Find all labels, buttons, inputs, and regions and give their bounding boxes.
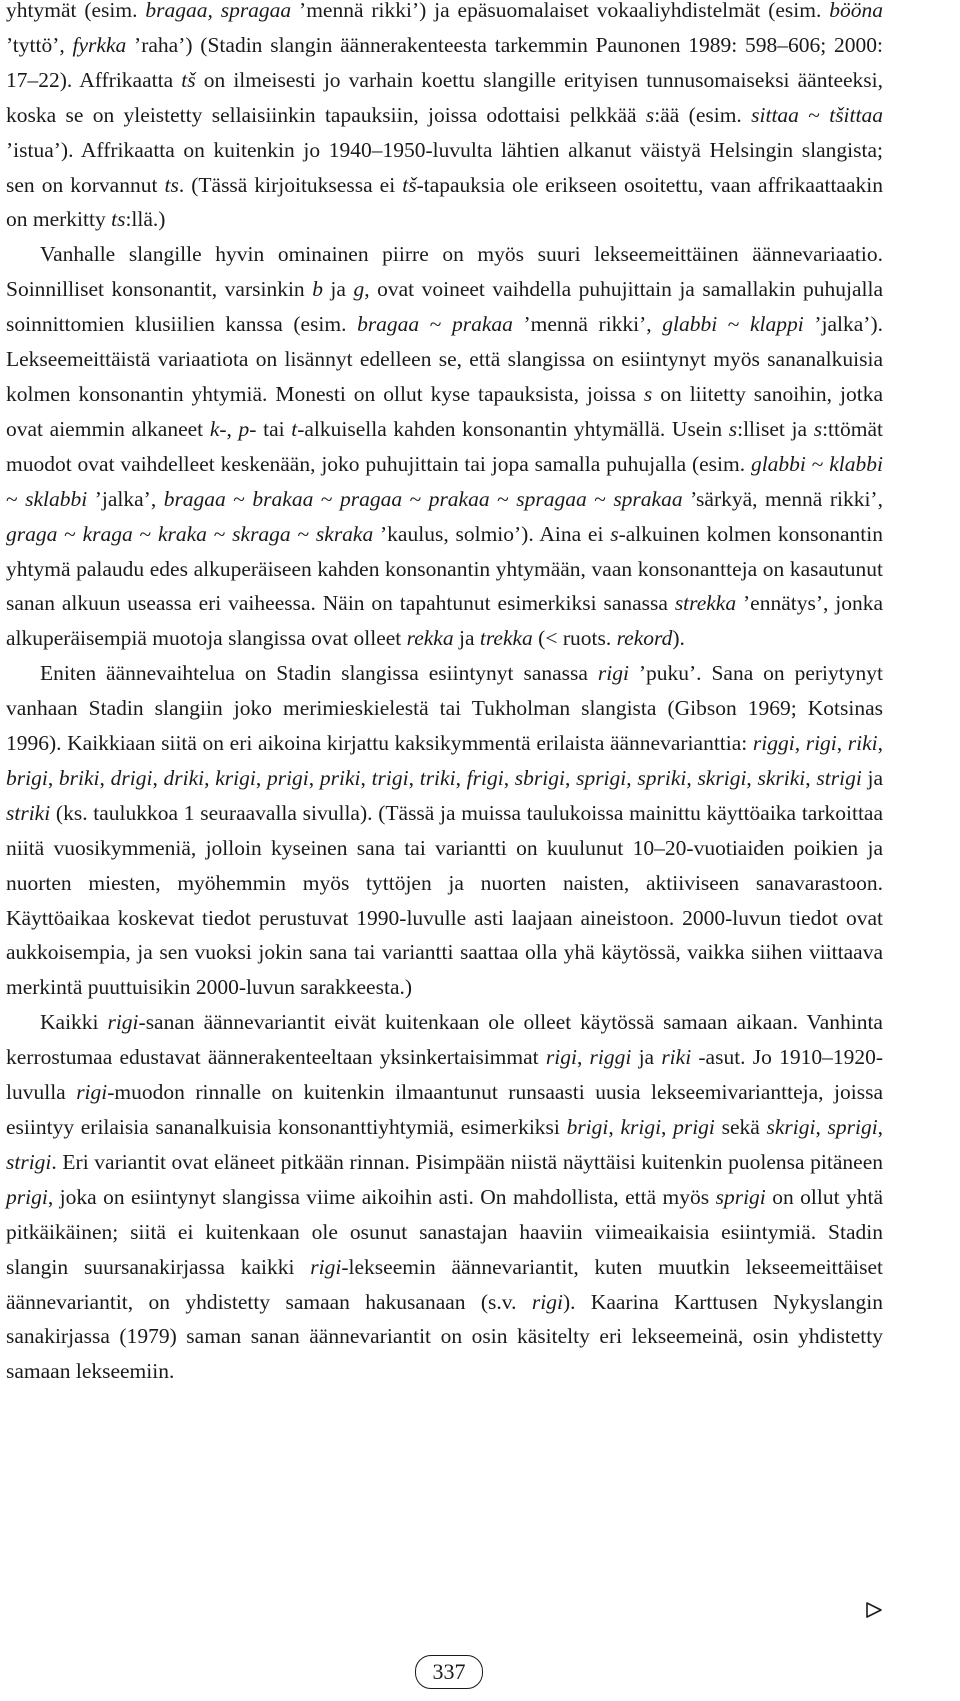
text-segment: ).: [672, 626, 685, 651]
text-segment: . (Tässä kirjoituksessa ei: [178, 172, 403, 197]
paragraph: [6, 1005, 883, 1389]
italic-term: prakaa: [451, 312, 513, 337]
italic-term: striki: [6, 800, 51, 825]
italic-term: sprakaa: [613, 486, 683, 511]
text-segment: on ilmeisesti jo varhain koettu slangille erityisen tunnusomaiseksi äänteeksi, koska se on yleistetty sellaisiinkin tapauksiin, joissa odottaisi pelkkää: [6, 67, 883, 127]
text-segment: -tapauksia ole erikseen osoitettu, vaan affrikaattaakin on merkitty: [6, 172, 883, 232]
page-footer: [0, 1650, 960, 1694]
italic-term: brakaa: [252, 486, 314, 511]
text-segment: ~: [798, 102, 830, 127]
paragraph: [6, 656, 883, 1005]
text-segment: ~: [717, 312, 751, 337]
paragraph: [6, 237, 883, 656]
text-segment: ’tyttö’,: [6, 32, 73, 57]
text-segment: ~: [586, 486, 614, 511]
text-segment: :llä.): [125, 207, 166, 232]
text-segment: ). Kaarina Karttusen Nykyslangin sanakirjassa (1979) saman sanan äännevariantit on osin käsitelty eri lekseemeinä, osin yhdistetty samaan lekseemiin.: [6, 1289, 883, 1384]
text-segment: ~: [132, 521, 158, 546]
italic-term: sprigi: [576, 765, 627, 790]
italic-term: tšittaa: [829, 102, 883, 127]
italic-term: riggi: [589, 1045, 632, 1070]
italic-term: priki: [319, 765, 361, 790]
text-segment: -asut. Jo 1910–1920-luvulla: [6, 1045, 883, 1105]
text-segment: ,: [503, 765, 515, 790]
continue-arrow-icon: [864, 1600, 884, 1620]
text-segment: - tai: [249, 416, 292, 441]
italic-term: spragaa: [516, 486, 587, 511]
text-segment: Vanhalle slangille hyvin ominainen piirre on myös suuri lekseemeittäinen äännevariaatio. Soinnilliset konsonantit, varsinkin: [6, 242, 883, 302]
text-segment: ,: [360, 765, 372, 790]
text-segment: ~: [206, 521, 233, 546]
text-segment: ,: [746, 765, 758, 790]
text-segment: ,: [815, 1115, 828, 1139]
italic-term: t: [291, 416, 298, 441]
page-number: 337: [415, 1655, 483, 1689]
italic-term: rigi: [310, 1254, 342, 1279]
italic-term: rigi: [597, 661, 629, 686]
text-segment: ,: [152, 765, 164, 790]
text-segment: ~: [419, 312, 452, 337]
text-segment: ’mennä rikki’) ja epäsuomalaiset vokaaliyhdistelmät (esim.: [291, 0, 830, 22]
text-segment: :ttömät muodot ovat vaihdelleet keskenään, joko puhujittain tai jopa samalla puhujalla (esim.: [6, 416, 883, 476]
text-segment: (ks. taulukkoa 1 seuraavalla sivulla). (Tässä ja muissa taulukoissa mainittu käyttöaika tarkoittaa niitä vuosikymmeniä, jolloin kyseinen sana tai variantti on kuulunut 10–20-vuotiaiden poikien ja nuorten miesten, myöhemmin myös tyttöjen ja nuorten naisten, aktiiviseen sanavarastoon. Käyttöaikaa koskevat tiedot perustuvat 1990-luvulle asti laajaan aineistoon. 2000-luvun tiedot ovat aukkoisempia, ja sen vuoksi jokin sana tai variantti saattaa olla yhä käytössä, vaikka siihen viittaava merkintä puuttuisikin 2000-luvun sarakkeesta.): [6, 800, 883, 1000]
italic-term: strekka: [674, 591, 737, 616]
italic-term: rigi: [531, 1289, 563, 1314]
italic-term: klappi: [750, 312, 804, 337]
italic-term: prigi: [266, 765, 309, 790]
text-segment: on ollut yhtä pitkäikäinen; siitä ei kuitenkaan ole osunut sanastajan haaviin viimeaikaisia esiintymiä. Stadin slangin suursanakirjassa kaikki: [6, 1184, 884, 1279]
italic-term: k: [209, 416, 220, 441]
text-segment: , joka on esiintynyt slangissa viime aikoihin asti. On mahdollista, että myös: [47, 1184, 716, 1209]
text-segment: ’ennätys’, jonka alkuperäisempiä muotoja slangissa ovat olleet: [6, 591, 884, 651]
text-segment: ~: [402, 486, 429, 511]
text-segment: ~: [290, 521, 316, 546]
text-segment: :ää (esim.: [654, 102, 752, 127]
italic-term: skrigi: [697, 765, 747, 790]
body-text: [6, 0, 883, 1389]
text-segment: ,: [455, 765, 467, 790]
italic-term: g: [353, 277, 365, 302]
text-segment: -,: [219, 416, 239, 441]
italic-term: s: [813, 416, 823, 441]
italic-term: rigi: [805, 731, 837, 756]
italic-term: kraga: [82, 521, 133, 546]
text-segment: -lekseemin äännevariantit, kuten muutkin lekseemeittäiset äännevariantit, on yhdistetty samaan hakusanaan (s.v.: [6, 1254, 883, 1314]
text-segment: ,: [255, 765, 267, 790]
text-segment: -alkuisella kahden konsonantin yhtymällä. Usein: [297, 416, 729, 441]
text-segment: ja: [453, 626, 480, 651]
text-segment: ,: [836, 731, 848, 756]
text-segment: ,: [686, 765, 698, 790]
text-segment: ,: [877, 1115, 884, 1139]
italic-term: skriki: [757, 765, 806, 790]
italic-term: driki: [163, 765, 205, 790]
text-segment: ’mennä rikki’,: [512, 312, 663, 337]
italic-term: klabbi: [829, 451, 883, 476]
text-segment: ’istua’). Affrikaatta on kuitenkin jo 1940–1950-luvulta lähtien alkanut väistyä Helsingin slangista; sen on korvannut: [6, 137, 883, 197]
italic-term: ts: [164, 172, 179, 197]
italic-term: rigi: [545, 1045, 577, 1070]
italic-term: sittaa: [751, 102, 799, 127]
text-segment: yhtymät (esim.: [6, 0, 146, 22]
italic-term: frigi: [466, 765, 504, 790]
italic-term: tš: [402, 172, 417, 197]
italic-term: riggi: [752, 731, 795, 756]
text-segment: ,: [877, 731, 884, 756]
text-segment: Eniten äännevaihtelua on Stadin slangissa esiintynyt sanassa: [40, 661, 598, 686]
italic-term: skrigi: [766, 1115, 816, 1139]
italic-term: riki: [661, 1045, 692, 1070]
italic-term: rekord: [616, 626, 673, 651]
italic-term: krigi: [215, 765, 256, 790]
text-segment: sekä: [714, 1115, 767, 1139]
text-segment: (< ruots.: [532, 626, 617, 651]
text-segment: ,: [608, 1115, 621, 1139]
italic-term: graga: [6, 521, 58, 546]
italic-term: prigi: [673, 1115, 715, 1139]
text-segment: ,: [626, 765, 638, 790]
text-segment: ’särkyä, mennä rikki’,: [682, 486, 883, 511]
italic-term: ts: [111, 207, 126, 232]
italic-term: bragaa: [163, 486, 226, 511]
italic-term: riki: [847, 731, 878, 756]
text-segment: ’puku’. Sana on periytynyt vanhaan Stadin slangiin joko merimieskielestä tai Tukholman slangista (Gibson 1969; Kotsinas 1996). Kaikkiaan siitä on eri aikoina kirjattu kaksikymmentä erilaista äännevarianttia:: [6, 661, 883, 756]
italic-term: spriki: [637, 765, 687, 790]
italic-term: p: [238, 416, 250, 441]
italic-term: prakaa: [428, 486, 490, 511]
italic-term: strigi: [816, 765, 862, 790]
italic-term: brigi: [6, 765, 48, 790]
italic-term: rigi: [76, 1080, 108, 1105]
text-segment: -sanan äännevariantit eivät kuitenkaan ole olleet käytössä samaan aikaan. Vanhinta kerrostumaa edustavat äännerakenteeltaan yksinkertaisimmat: [6, 1010, 883, 1070]
italic-term: glabbi: [750, 451, 806, 476]
text-segment: ja: [861, 765, 884, 790]
italic-term: drigi: [110, 765, 153, 790]
italic-term: sprigi: [827, 1115, 878, 1139]
text-segment: ,: [805, 765, 817, 790]
italic-term: prigi: [6, 1184, 48, 1209]
text-segment: , ovat voineet vaihdella puhujittain ja samallakin puhujalla soinnittomien klusiilien kanssa (esim.: [6, 277, 883, 337]
text-segment: ,: [576, 1045, 590, 1070]
italic-term: pragaa: [339, 486, 403, 511]
text-segment: ,: [308, 765, 320, 790]
italic-term: skraka: [315, 521, 374, 546]
italic-term: rigi: [107, 1010, 139, 1035]
italic-term: trekka: [479, 626, 533, 651]
text-segment: ~: [57, 521, 83, 546]
text-segment: ,: [47, 765, 59, 790]
italic-term: s: [728, 416, 738, 441]
text-segment: Kaikki: [40, 1010, 108, 1035]
italic-term: krigi: [620, 1115, 662, 1139]
italic-term: rekka: [406, 626, 454, 651]
italic-term: sbrigi: [514, 765, 565, 790]
text-segment: ja: [631, 1045, 662, 1070]
text-segment: -muodon rinnalle on kuitenkin ilmaantunut runsaasti uusia lekseemivariantteja, joissa esiintyy erilaisia sananalkuisia konsonanttiyhtymiä, esimerkiksi: [6, 1080, 883, 1139]
text-segment: ja: [322, 277, 354, 302]
text-segment: -alkuinen kolmen konsonantin yhtymä palaudu edes alkuperäiseen kahden konsonantin yhtymään, vaan konsonantteja on kasautunut sanan alkuun useassa eri vaiheessa. Näin on tapahtunut esimerkiksi sanassa: [6, 521, 883, 616]
italic-term: s: [645, 102, 655, 127]
text-segment: ,: [204, 765, 216, 790]
italic-term: bragaa: [357, 312, 420, 337]
text-segment: on liitetty sanoihin, jotka ovat aiemmin alkaneet: [6, 381, 883, 441]
text-segment: ,: [408, 765, 420, 790]
italic-term: glabbi: [662, 312, 718, 337]
italic-term: briki: [58, 765, 100, 790]
italic-term: triki: [419, 765, 456, 790]
italic-term: b: [312, 277, 323, 302]
italic-term: sklabbi: [25, 486, 88, 511]
italic-term: kraka: [157, 521, 207, 546]
text-segment: ~: [225, 486, 253, 511]
text-segment: ’kaulus, solmio’). Aina ei: [373, 521, 611, 546]
text-segment: ,: [794, 731, 806, 756]
italic-term: trigi: [371, 765, 409, 790]
text-segment: ’jalka’,: [87, 486, 164, 511]
paragraph: [6, 0, 883, 237]
text-segment: ~: [489, 486, 517, 511]
text-segment: :lliset ja: [737, 416, 814, 441]
text-segment: ~: [6, 486, 26, 511]
italic-term: s: [643, 381, 653, 406]
text-segment: ,: [661, 1115, 674, 1139]
italic-term: strigi: [6, 1149, 52, 1174]
italic-term: skraga: [232, 521, 291, 546]
italic-term: s: [610, 521, 619, 546]
italic-term: bragaa, spragaa: [145, 0, 292, 22]
text-segment: ’jalka’). Lekseemeittäistä variaatiota on lisännyt edelleen se, että slangissa on esiintynyt myös sananalkuisia kolmen konsonantin yhtymiä. Monesti on ollut kyse tapauksista, joissa: [6, 312, 883, 406]
italic-term: fyrkka: [72, 32, 127, 57]
text-segment: ’raha’) (Stadin slangin äännerakenteesta tarkemmin Paunonen 1989: 598–606; 2000: 17–22). Affrikaatta: [6, 32, 883, 92]
italic-term: bööna: [829, 0, 883, 22]
text-segment: ,: [99, 765, 111, 790]
text-segment: ~: [805, 451, 830, 476]
text-segment: . Eri variantit ovat eläneet pitkään rinnan. Pisimpään niistä näyttäisi kuitenkin puolensa pitäneen: [51, 1149, 883, 1174]
italic-term: tš: [181, 67, 196, 92]
italic-term: brigi: [566, 1115, 609, 1139]
italic-term: sprigi: [715, 1184, 766, 1209]
text-segment: ,: [564, 765, 577, 790]
text-segment: ~: [313, 486, 340, 511]
